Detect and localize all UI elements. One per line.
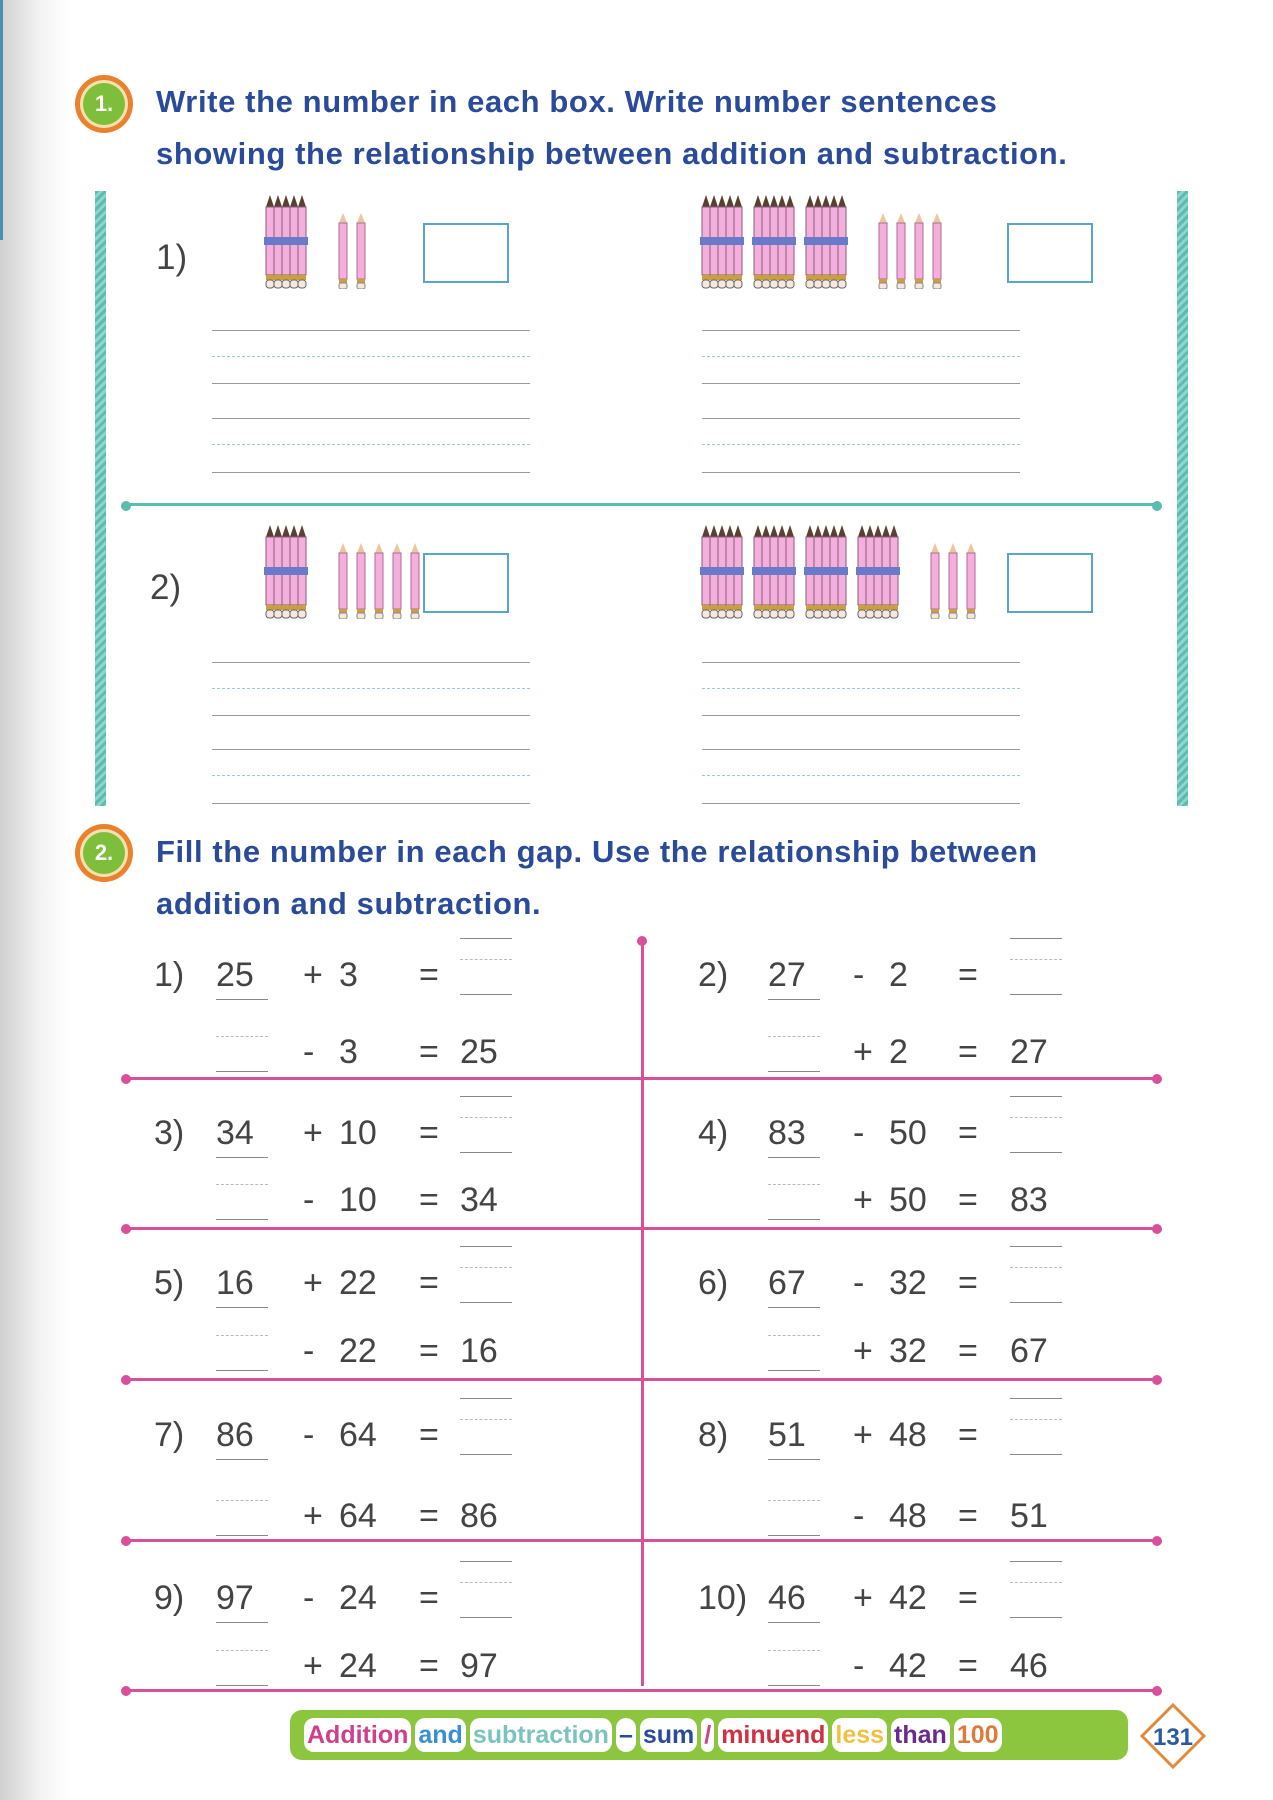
answer-box[interactable] <box>423 553 509 613</box>
operator: + <box>853 1332 873 1370</box>
grid-dot <box>121 1074 131 1084</box>
answer-gap[interactable] <box>1010 1582 1062 1618</box>
single-pencil-icon <box>338 543 348 619</box>
number: 25 <box>216 955 268 1000</box>
number: 42 <box>889 1579 927 1617</box>
exercise-2-title-line1: Fill the number in each gap. Use the relationship between <box>156 834 1038 869</box>
writing-line[interactable] <box>702 775 1020 776</box>
number: 67 <box>768 1263 820 1308</box>
writing-line[interactable] <box>702 418 1020 419</box>
grid-horizontal-line <box>124 1539 1157 1542</box>
writing-line[interactable] <box>702 803 1020 804</box>
answer-gap[interactable] <box>460 1582 512 1618</box>
number: 2 <box>889 956 908 994</box>
single-pencil-icon <box>374 543 384 619</box>
number: 16 <box>460 1332 498 1370</box>
writing-line[interactable] <box>702 383 1020 384</box>
writing-line[interactable] <box>702 472 1020 473</box>
page-gutter-shadow <box>0 0 70 1800</box>
pencil-group <box>700 521 976 619</box>
pencil-bundle-icon <box>752 193 796 289</box>
equals-sign: = <box>419 1114 439 1152</box>
writing-line[interactable] <box>212 444 530 445</box>
grid-dot <box>1152 1224 1162 1234</box>
problem-label: 3) <box>154 1114 185 1152</box>
grid-dot <box>1152 1375 1162 1385</box>
pencil-bundle-icon <box>804 523 848 619</box>
grid-dot <box>1152 1074 1162 1084</box>
writing-line[interactable] <box>212 383 530 384</box>
answer-gap[interactable] <box>460 1419 512 1455</box>
number: 51 <box>768 1415 820 1460</box>
answer-gap[interactable] <box>768 1335 820 1371</box>
footer-word: 100 <box>954 1718 1002 1752</box>
problem-label: 4) <box>698 1114 729 1152</box>
grid-dot <box>1152 1686 1162 1696</box>
problem-label: 5) <box>154 1264 185 1302</box>
grid-horizontal-line <box>124 1077 1157 1080</box>
operator: - <box>853 1497 865 1535</box>
operator: + <box>303 1497 323 1535</box>
operator: - <box>303 1579 315 1617</box>
footer-word: Addition <box>304 1718 411 1752</box>
single-pencil-icon <box>356 543 366 619</box>
number: 50 <box>889 1181 927 1219</box>
divider-dot <box>121 501 131 511</box>
equals-sign: = <box>419 1647 439 1685</box>
single-pencil-icon <box>966 543 976 619</box>
grid-dot <box>121 1375 131 1385</box>
answer-gap[interactable] <box>216 1036 268 1072</box>
answer-gap[interactable] <box>460 1267 512 1303</box>
equals-sign: = <box>419 1181 439 1219</box>
row-label: 2) <box>150 568 182 607</box>
operator: + <box>853 1416 873 1454</box>
grid-dot <box>121 1224 131 1234</box>
footer-word: and <box>415 1718 465 1752</box>
operator: + <box>303 1647 323 1685</box>
section-border-right <box>1177 191 1188 806</box>
problem-label: 9) <box>154 1579 185 1617</box>
operator: - <box>303 1332 315 1370</box>
answer-gap[interactable] <box>768 1036 820 1072</box>
single-pencil-icon <box>914 213 924 289</box>
grid-dot <box>121 1686 131 1696</box>
equals-sign: = <box>419 1497 439 1535</box>
pencil-bundle-icon <box>856 523 900 619</box>
number: 50 <box>889 1114 927 1152</box>
writing-line[interactable] <box>212 715 530 716</box>
operator: + <box>853 1181 873 1219</box>
operator: - <box>853 1647 865 1685</box>
pencil-bundle-icon <box>264 193 308 289</box>
number: 34 <box>216 1113 268 1158</box>
writing-line[interactable] <box>212 803 530 804</box>
number: 46 <box>1010 1647 1048 1685</box>
equals-sign: = <box>419 1579 439 1617</box>
writing-line[interactable] <box>702 444 1020 445</box>
writing-line[interactable] <box>212 662 530 663</box>
number: 83 <box>768 1113 820 1158</box>
answer-gap[interactable] <box>1010 1267 1062 1303</box>
page-edge-mark <box>0 0 3 240</box>
number: 64 <box>339 1497 377 1535</box>
exercise-2-title-line2: addition and subtraction. <box>156 886 542 921</box>
pencil-bundle-icon <box>264 523 308 619</box>
pencil-bundle-icon <box>752 523 796 619</box>
grid-dot <box>1152 1536 1162 1546</box>
operator: + <box>853 1579 873 1617</box>
operator: - <box>303 1416 315 1454</box>
answer-gap[interactable] <box>768 1650 820 1686</box>
operator: + <box>303 1264 323 1302</box>
answer-box[interactable] <box>1007 553 1093 613</box>
number: 32 <box>889 1332 927 1370</box>
equals-sign: = <box>958 1416 978 1454</box>
operator: - <box>853 1114 865 1152</box>
single-pencil-icon <box>410 543 420 619</box>
number: 24 <box>339 1647 377 1685</box>
chapter-footer-banner <box>290 1710 1128 1760</box>
equals-sign: = <box>958 1114 978 1152</box>
number: 22 <box>339 1332 377 1370</box>
equals-sign: = <box>958 1647 978 1685</box>
writing-line[interactable] <box>702 662 1020 663</box>
single-pencil-icon <box>932 213 942 289</box>
writing-line[interactable] <box>212 330 530 331</box>
number: 10 <box>339 1114 377 1152</box>
single-pencil-icon <box>338 213 348 289</box>
number: 22 <box>339 1264 377 1302</box>
grid-horizontal-line <box>124 1227 1157 1230</box>
writing-line[interactable] <box>702 715 1020 716</box>
equals-sign: = <box>419 956 439 994</box>
answer-gap[interactable] <box>1010 1419 1062 1455</box>
single-pencil-icon <box>930 543 940 619</box>
section-divider <box>124 503 1157 506</box>
number: 42 <box>889 1647 927 1685</box>
number: 3 <box>339 1033 358 1071</box>
number: 24 <box>339 1579 377 1617</box>
equals-sign: = <box>958 1579 978 1617</box>
page-number-badge <box>1140 1703 1206 1769</box>
answer-box[interactable] <box>423 223 509 283</box>
pencil-group <box>264 521 420 619</box>
number: 16 <box>216 1263 268 1308</box>
pencil-group <box>700 191 942 289</box>
footer-word: subtraction <box>470 1718 612 1752</box>
pencil-bundle-icon <box>700 193 744 289</box>
number: 97 <box>460 1647 498 1685</box>
grid-horizontal-line <box>124 1378 1157 1381</box>
problem-label: 10) <box>698 1579 748 1617</box>
number: 27 <box>1010 1033 1048 1071</box>
answer-gap[interactable] <box>1010 959 1062 995</box>
writing-line[interactable] <box>702 330 1020 331</box>
writing-line[interactable] <box>702 356 1020 357</box>
number: 10 <box>339 1181 377 1219</box>
single-pencil-icon <box>356 213 366 289</box>
grid-horizontal-line <box>124 1689 1157 1692</box>
number: 48 <box>889 1416 927 1454</box>
number: 46 <box>768 1578 820 1623</box>
exercise-2-number: 2. <box>83 832 125 874</box>
footer-word: minuend <box>718 1718 828 1752</box>
answer-gap[interactable] <box>1010 1117 1062 1153</box>
number: 64 <box>339 1416 377 1454</box>
problem-label: 8) <box>698 1416 729 1454</box>
number: 3 <box>339 956 358 994</box>
exercise-1-title-line2: showing the relationship between addition and subtraction. <box>156 136 1068 171</box>
operator: - <box>303 1033 315 1071</box>
footer-word: sum <box>640 1718 697 1752</box>
operator: + <box>303 956 323 994</box>
number: 32 <box>889 1264 927 1302</box>
number: 51 <box>1010 1497 1048 1535</box>
equals-sign: = <box>958 1332 978 1370</box>
exercise-1-title-line1: Write the number in each box. Write number sentences <box>156 84 998 119</box>
footer-word: – <box>616 1718 636 1752</box>
answer-box[interactable] <box>1007 223 1093 283</box>
divider-dot <box>1152 501 1162 511</box>
writing-line[interactable] <box>212 356 530 357</box>
answer-gap[interactable] <box>216 1335 268 1371</box>
single-pencil-icon <box>392 543 402 619</box>
grid-dot <box>121 1536 131 1546</box>
number: 34 <box>460 1181 498 1219</box>
row-label: 1) <box>156 238 188 277</box>
pencil-bundle-icon <box>700 523 744 619</box>
writing-line[interactable] <box>702 749 1020 750</box>
single-pencil-icon <box>896 213 906 289</box>
footer-word: / <box>701 1718 714 1752</box>
number: 48 <box>889 1497 927 1535</box>
page-number: 131 <box>1152 1724 1194 1751</box>
problem-label: 2) <box>698 956 729 994</box>
pencil-bundle-icon <box>804 193 848 289</box>
number: 86 <box>460 1497 498 1535</box>
operator: + <box>853 1033 873 1071</box>
problem-label: 6) <box>698 1264 729 1302</box>
answer-gap[interactable] <box>768 1500 820 1536</box>
number: 25 <box>460 1033 498 1071</box>
exercise-1-number: 1. <box>83 83 125 125</box>
answer-gap[interactable] <box>216 1650 268 1686</box>
footer-word: than <box>891 1718 950 1752</box>
number: 27 <box>768 955 820 1000</box>
single-pencil-icon <box>878 213 888 289</box>
operator: + <box>303 1114 323 1152</box>
footer-word: less <box>832 1718 887 1752</box>
writing-line[interactable] <box>702 688 1020 689</box>
answer-gap[interactable] <box>460 959 512 995</box>
grid-dot <box>637 936 647 946</box>
equals-sign: = <box>419 1033 439 1071</box>
number: 2 <box>889 1033 908 1071</box>
writing-line[interactable] <box>212 472 530 473</box>
writing-line[interactable] <box>212 418 530 419</box>
operator: - <box>303 1181 315 1219</box>
equals-sign: = <box>958 1497 978 1535</box>
equals-sign: = <box>958 956 978 994</box>
pencil-group <box>264 191 366 289</box>
operator: - <box>853 1264 865 1302</box>
equals-sign: = <box>958 1264 978 1302</box>
equals-sign: = <box>419 1264 439 1302</box>
answer-gap[interactable] <box>460 1117 512 1153</box>
answer-gap[interactable] <box>768 1184 820 1220</box>
answer-gap[interactable] <box>216 1500 268 1536</box>
exercise-2-badge <box>75 824 133 882</box>
number: 97 <box>216 1578 268 1623</box>
exercise-1-badge <box>75 75 133 133</box>
section-border-left <box>95 191 106 806</box>
operator: - <box>853 956 865 994</box>
equals-sign: = <box>958 1033 978 1071</box>
problem-label: 7) <box>154 1416 185 1454</box>
writing-line[interactable] <box>212 775 530 776</box>
writing-line[interactable] <box>212 688 530 689</box>
equals-sign: = <box>419 1416 439 1454</box>
single-pencil-icon <box>948 543 958 619</box>
answer-gap[interactable] <box>216 1184 268 1220</box>
problem-label: 1) <box>154 956 185 994</box>
writing-line[interactable] <box>212 749 530 750</box>
number: 67 <box>1010 1332 1048 1370</box>
grid-vertical-line <box>641 940 644 1686</box>
equals-sign: = <box>958 1181 978 1219</box>
number: 86 <box>216 1415 268 1460</box>
equals-sign: = <box>419 1332 439 1370</box>
number: 83 <box>1010 1181 1048 1219</box>
